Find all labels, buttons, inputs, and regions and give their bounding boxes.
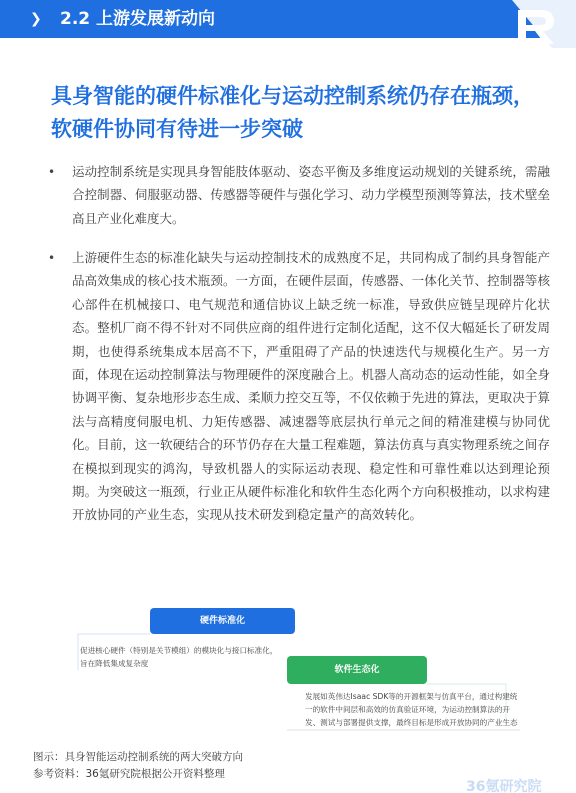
bullet-text: 运动控制系统是实现具身智能肢体驱动、姿态平衡及多维度运动规划的关键系统，需融合控制器、伺服驱动器、传感器等硬件与强化学习、动力学模型预测等算法，技术壁垒高且产业化难度大。 xyxy=(72,164,550,226)
software-ecosystem-box: 软件生态化 xyxy=(287,656,427,684)
software-ecosystem-desc: 发展如英伟达Isaac SDK等的开源框架与仿真平台，通过构建统一的软件中间层和高效的仿真验证环境，为运动控制算法的开发、测试与部署提供支撑，最终目标是形成开放协同的产业生态 xyxy=(305,692,518,727)
hardware-standardization-desc: 促进核心硬件（特别是关节模组）的模块化与接口标准化，旨在降低集成复杂度 xyxy=(80,646,278,668)
breakthrough-diagram xyxy=(0,600,576,750)
bullet-marker: • xyxy=(48,165,56,179)
bullet-marker: • xyxy=(48,251,56,265)
hardware-standardization-box: 硬件标准化 xyxy=(150,608,295,634)
section-header-bar xyxy=(0,0,576,38)
page-headline: 具身智能的硬件标准化与运动控制系统仍存在瓶颈，软硬件协同有待进一步突破 xyxy=(51,84,534,141)
chevron-right-icon: ❯ xyxy=(30,11,42,27)
bullet-text: 上游硬件生态的标准化缺失与运动控制技术的成熟度不足，共同构成了制约具身智能产品高效集成的核心技术瓶颈。一方面，在硬件层面，传感器、一体化关节、控制器等核心部件在机械接口、电气规范和通信协议上缺乏统一标准，导致供应链呈现碎片化状态。整机厂商不得不针对不同供应商的组件进行定制化适配，这不仅大幅延长了研发周期，也使得系统集成本居高不下，严重阻碍了产品的快速迭代与规模化生产。另一方面，体现在运动控制算法与物理硬件的深度融合上。机器人高动态的运动性能，如全身协调平衡、复杂地形步态生成、柔顺力控交互等，不仅依赖于先进的算法，更取决于算法与高精度伺服电机、力矩传感器、减速器等底层执行单元之间的精准建模与协同优化。目前，这一软硬结合的环节仍存在大量工程难题，算法仿真与真实物理系统之间存在模拟到现实的鸿沟，导致机器人的实际运动表现、稳定性和可靠性难以达到理论预期。为突破这一瓶颈，行业正从硬件标准化和软件生态化两个方向积极推动，以求构建开放协同的产业生态，实现从技术研发到稳定量产的高效转化。 xyxy=(72,250,550,523)
watermark-logo xyxy=(462,774,576,793)
figure-caption: 图示：具身智能运动控制系统的两大突破方向 xyxy=(33,751,243,763)
section-title: 2.2 上游发展新动向 xyxy=(60,9,216,29)
watermark-text: 36氪研究院 xyxy=(466,779,542,793)
brand-logo-icon xyxy=(498,0,576,48)
source-note: 参考资料：36氪研究院根据公开资料整理 xyxy=(33,768,225,780)
